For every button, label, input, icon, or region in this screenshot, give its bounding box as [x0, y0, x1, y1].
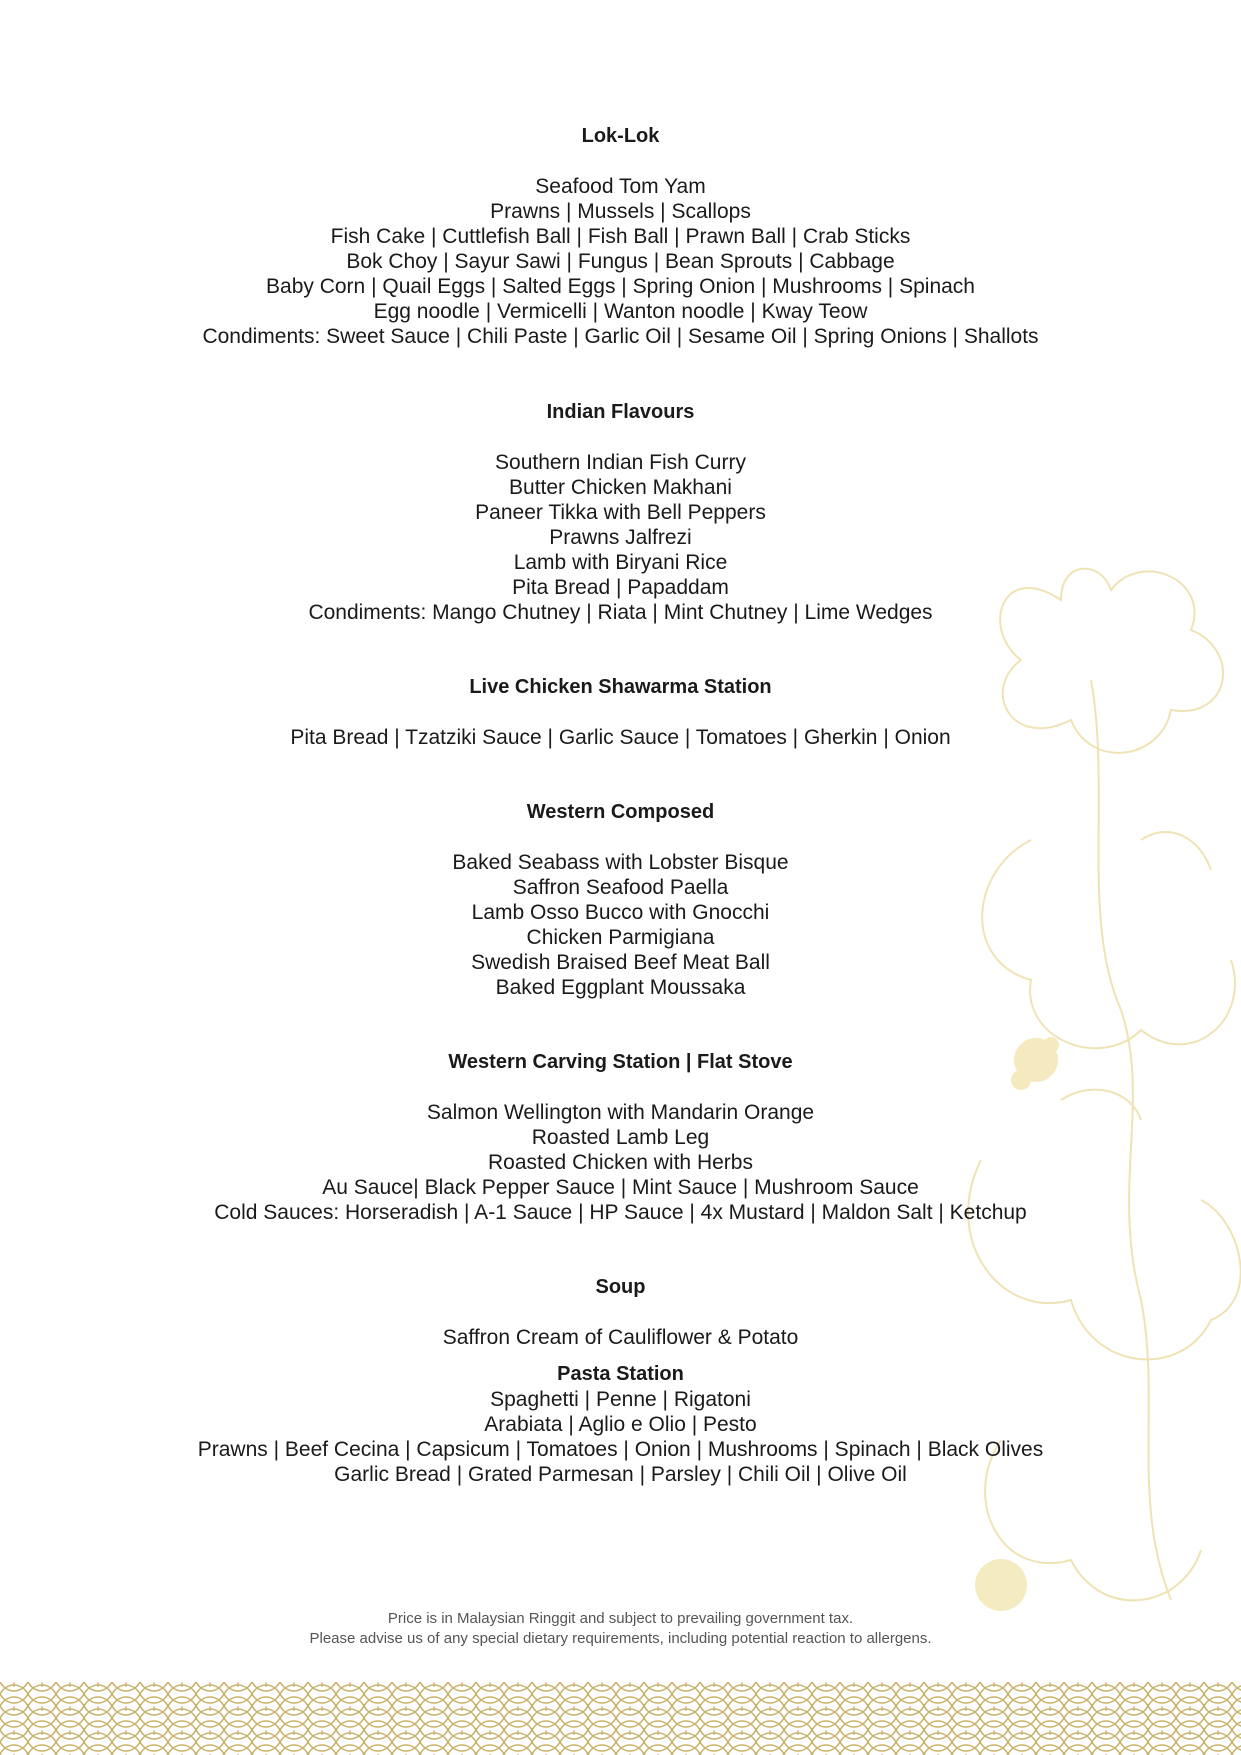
menu-item: Spaghetti | Penne | Rigatoni	[490, 1388, 751, 1411]
menu-item: Saffron Seafood Paella	[512, 876, 729, 899]
menu-item: Prawns Jalfrezi	[549, 526, 692, 549]
section-heading: Western Carving Station | Flat Stove	[448, 1051, 793, 1073]
menu-item: Garlic Bread | Grated Parmesan | Parsley | Chili Oil | Olive Oil	[334, 1463, 907, 1486]
section-items	[0, 450, 1241, 625]
menu-item: Baked Eggplant Moussaka	[495, 976, 746, 999]
section-heading: Soup	[595, 1276, 646, 1298]
section-items	[0, 850, 1241, 1000]
section-heading: Indian Flavours	[546, 401, 695, 423]
section-items	[0, 725, 1241, 750]
section-soup	[0, 1275, 1241, 1487]
menu-item: Bok Choy | Sayur Sawi | Fungus | Bean Sprouts | Cabbage	[346, 250, 895, 273]
footer-line: Price is in Malaysian Ringgit and subject to prevailing government tax.	[387, 1610, 854, 1627]
section-heading: Live Chicken Shawarma Station	[469, 676, 772, 698]
footer-line: Please advise us of any special dietary requirements, including potential reaction to allergens.	[309, 1630, 932, 1647]
footer-note	[0, 1609, 1241, 1649]
menu-item: Fish Cake | Cuttlefish Ball | Fish Ball | Prawn Ball | Crab Sticks	[330, 225, 911, 248]
subsection-heading: Pasta Station	[557, 1363, 684, 1385]
section-heading: Western Composed	[526, 801, 715, 823]
section-western-composed	[0, 800, 1241, 1000]
menu-item: Pita Bread | Tzatziki Sauce | Garlic Sauce | Tomatoes | Gherkin | Onion	[290, 726, 951, 749]
menu-item: Condiments: Sweet Sauce | Chili Paste | Garlic Oil | Sesame Oil | Spring Onions | Shallots	[202, 325, 1039, 348]
menu-item: Swedish Braised Beef Meat Ball	[471, 951, 770, 974]
menu-item: Paneer Tikka with Bell Peppers	[475, 501, 766, 524]
section-indian-flavours	[0, 400, 1241, 625]
menu-item: Seafood Tom Yam	[535, 175, 706, 198]
menu-item: Baked Seabass with Lobster Bisque	[452, 851, 789, 874]
menu-item: Chicken Parmigiana	[526, 926, 715, 949]
menu-item: Prawns | Mussels | Scallops	[490, 200, 751, 223]
menu-item: Au Sauce| Black Pepper Sauce | Mint Sauce | Mushroom Sauce	[322, 1176, 919, 1199]
menu-item: Lamb with Biryani Rice	[513, 551, 728, 574]
menu-item: Arabiata | Aglio e Olio | Pesto	[484, 1413, 757, 1436]
menu-item: Lamb Osso Bucco with Gnocchi	[471, 901, 770, 924]
menu-item: Saffron Cream of Cauliflower & Potato	[442, 1326, 799, 1349]
menu-item: Condiments: Mango Chutney | Riata | Mint Chutney | Lime Wedges	[308, 601, 933, 624]
section-lok-lok	[0, 124, 1241, 349]
menu-item: Prawns | Beef Cecina | Capsicum | Tomatoes | Onion | Mushrooms | Spinach | Black Olives	[197, 1438, 1044, 1461]
section-heading: Lok-Lok	[581, 125, 660, 147]
section-items	[0, 1100, 1241, 1225]
menu-item: Pita Bread | Papaddam	[512, 576, 729, 599]
menu-item: Cold Sauces: Horseradish | A-1 Sauce | HP Sauce | 4x Mustard | Maldon Salt | Ketchup	[214, 1201, 1027, 1224]
menu-item: Roasted Chicken with Herbs	[488, 1151, 753, 1174]
subsection-items	[0, 1387, 1241, 1487]
menu-item: Butter Chicken Makhani	[509, 476, 732, 499]
section-carving-station	[0, 1050, 1241, 1225]
section-items	[0, 1325, 1241, 1350]
menu-item: Baby Corn | Quail Eggs | Salted Eggs | Spring Onion | Mushrooms | Spinach	[266, 275, 975, 298]
decorative-border	[0, 1682, 1241, 1755]
menu-item: Roasted Lamb Leg	[531, 1126, 710, 1149]
menu-item: Southern Indian Fish Curry	[495, 451, 746, 474]
menu-item: Egg noodle | Vermicelli | Wanton noodle | Kway Teow	[373, 300, 868, 323]
menu-item: Salmon Wellington with Mandarin Orange	[426, 1101, 815, 1124]
section-shawarma-station	[0, 675, 1241, 750]
section-items	[0, 174, 1241, 349]
